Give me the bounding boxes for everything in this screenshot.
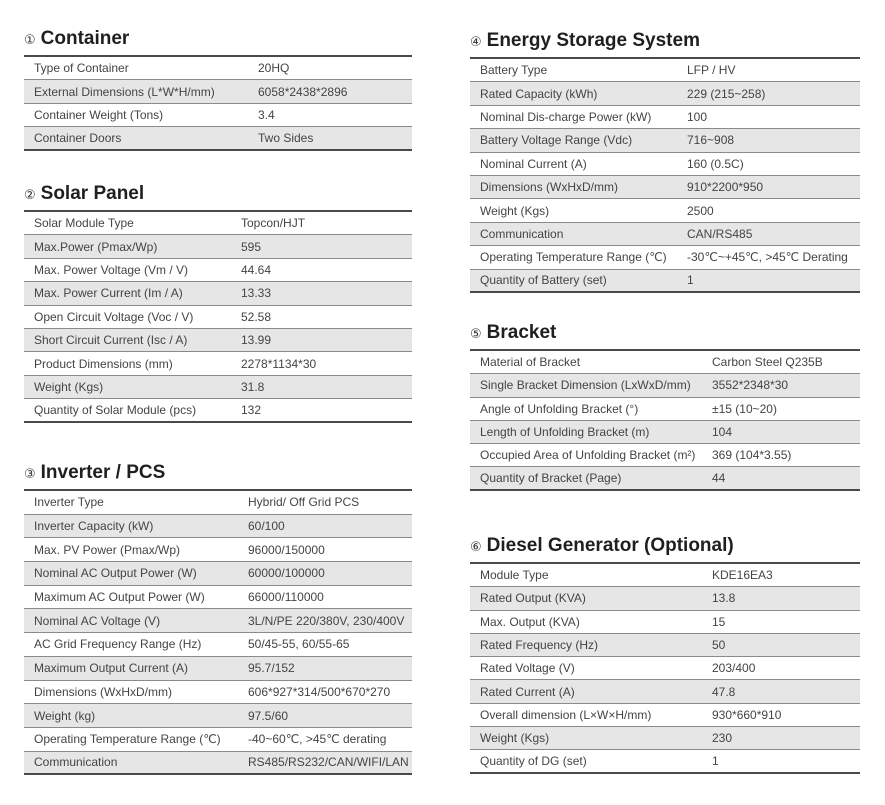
spec-value: KDE16EA3 xyxy=(712,568,773,583)
spec-label: Open Circuit Voltage (Voc / V) xyxy=(34,309,194,324)
spec-label: Container Doors xyxy=(34,130,122,145)
section-title xyxy=(470,322,860,344)
table-row xyxy=(24,306,412,329)
spec-value: 104 xyxy=(712,425,733,440)
table-row xyxy=(24,376,412,399)
spec-value: RS485/RS232/CAN/WIFI/LAN xyxy=(248,755,409,770)
table-row xyxy=(24,704,412,728)
spec-value: Two Sides xyxy=(258,130,314,145)
table-row xyxy=(24,586,412,610)
section-number: ③ xyxy=(24,466,36,481)
table-row xyxy=(470,444,860,467)
spec-value: 100 xyxy=(687,109,708,124)
table-row xyxy=(24,57,412,80)
spec-label: Operating Temperature Range (℃) xyxy=(34,732,221,747)
spec-label: Dimensions (WxHxD/mm) xyxy=(34,684,172,699)
spec-value: 160 (0.5C) xyxy=(687,156,744,171)
section-title-text: Container xyxy=(40,28,130,49)
spec-value: 910*2200*950 xyxy=(687,180,764,195)
spec-value: 31.8 xyxy=(241,379,265,394)
spec-value: 1 xyxy=(712,754,719,769)
spec-label: Quantity of Battery (set) xyxy=(480,273,607,288)
spec-value: 6058*2438*2896 xyxy=(258,84,348,99)
spec-label: Overall dimension (L×W×H/mm) xyxy=(480,707,652,722)
spec-value: 930*660*910 xyxy=(712,707,782,722)
table-row xyxy=(470,82,860,105)
spec-label: Operating Temperature Range (℃) xyxy=(480,250,667,265)
table-row xyxy=(24,609,412,633)
spec-label: Length of Unfolding Bracket (m) xyxy=(480,425,650,440)
spec-value: 2278*1134*30 xyxy=(241,356,317,371)
table-row xyxy=(470,153,860,176)
spec-label: Maximum AC Output Power (W) xyxy=(34,590,205,605)
table-row xyxy=(24,212,412,235)
table-row xyxy=(24,282,412,305)
spec-label: Max.Power (Pmax/Wp) xyxy=(34,239,158,254)
spec-label: Product Dimensions (mm) xyxy=(34,356,173,371)
table-row xyxy=(470,727,860,750)
spec-value: 716~908 xyxy=(687,133,735,148)
spec-label: Module Type xyxy=(480,568,549,583)
section-title xyxy=(24,462,412,484)
table-row xyxy=(24,352,412,375)
table-row xyxy=(470,106,860,129)
table-row xyxy=(470,564,860,587)
table-row xyxy=(470,587,860,610)
spec-value: 13.99 xyxy=(241,333,272,348)
table-row xyxy=(24,127,412,150)
spec-label: Weight (Kgs) xyxy=(34,379,104,394)
spec-label: Rated Capacity (kWh) xyxy=(480,86,598,101)
spec-value: LFP / HV xyxy=(687,63,736,78)
spec-value: 44 xyxy=(712,471,726,486)
table-row xyxy=(24,515,412,539)
table-row xyxy=(470,246,860,269)
spec-value: 3L/N/PE 220/380V, 230/400V xyxy=(248,613,405,628)
spec-value: 50 xyxy=(712,638,726,653)
container-section xyxy=(24,28,412,151)
spec-label: Max. Power Current (Im / A) xyxy=(34,286,183,301)
table-row xyxy=(470,611,860,634)
spec-label: Weight (kg) xyxy=(34,708,96,723)
bracket-section xyxy=(470,322,860,491)
spec-label: Dimensions (WxHxD/mm) xyxy=(480,180,618,195)
spec-value: 13.33 xyxy=(241,286,272,301)
spec-table xyxy=(24,489,412,775)
spec-label: Max. Power Voltage (Vm / V) xyxy=(34,262,189,277)
spec-label: AC Grid Frequency Range (Hz) xyxy=(34,637,202,652)
table-row xyxy=(24,235,412,258)
spec-label: Material of Bracket xyxy=(480,355,581,370)
spec-value: ±15 (10~20) xyxy=(712,401,777,416)
spec-label: Rated Voltage (V) xyxy=(480,661,575,676)
section-title-text: Diesel Generator (Optional) xyxy=(486,535,734,556)
table-row xyxy=(24,538,412,562)
table-row xyxy=(470,270,860,293)
section-title xyxy=(470,30,860,52)
spec-value: 606*927*314/500*670*270 xyxy=(248,684,391,699)
table-row xyxy=(24,728,412,752)
spec-label: Nominal AC Voltage (V) xyxy=(34,613,161,628)
table-row xyxy=(24,752,412,776)
spec-value: 52.58 xyxy=(241,309,272,324)
spec-label: Angle of Unfolding Bracket (°) xyxy=(480,401,639,416)
spec-label: Solar Module Type xyxy=(34,216,134,231)
table-row xyxy=(470,704,860,727)
spec-label: Inverter Capacity (kW) xyxy=(34,519,154,534)
spec-value: 97.5/60 xyxy=(248,708,289,723)
spec-table xyxy=(24,210,412,423)
table-row xyxy=(24,562,412,586)
spec-value: 595 xyxy=(241,239,262,254)
table-row xyxy=(470,680,860,703)
section-title-text: Bracket xyxy=(486,322,557,343)
table-row xyxy=(470,398,860,421)
spec-value: 47.8 xyxy=(712,684,736,699)
spec-label: Single Bracket Dimension (LxWxD/mm) xyxy=(480,378,691,393)
spec-label: Nominal Current (A) xyxy=(480,156,587,171)
spec-value: 96000/150000 xyxy=(248,542,325,557)
spec-label: Weight (Kgs) xyxy=(480,203,550,218)
spec-value: 66000/110000 xyxy=(248,590,324,605)
spec-label: Quantity of Solar Module (pcs) xyxy=(34,402,197,417)
spec-value: 44.64 xyxy=(241,262,272,277)
table-row xyxy=(470,351,860,374)
table-row xyxy=(470,59,860,82)
spec-label: Maximum Output Current (A) xyxy=(34,661,189,676)
spec-label: Short Circuit Current (Isc / A) xyxy=(34,333,188,348)
spec-value: 1 xyxy=(687,273,694,288)
section-title-text: Inverter / PCS xyxy=(40,462,166,483)
spec-value: 2500 xyxy=(687,203,714,218)
spec-label: Nominal AC Output Power (W) xyxy=(34,566,197,581)
section-title xyxy=(470,535,860,557)
section-number: ② xyxy=(24,187,36,202)
spec-label: Max. PV Power (Pmax/Wp) xyxy=(34,542,181,557)
spec-value: 20HQ xyxy=(258,61,290,76)
table-row xyxy=(24,259,412,282)
spec-value: -30℃~+45℃, >45℃ Derating xyxy=(687,250,848,265)
section-title xyxy=(24,183,412,205)
spec-value: CAN/RS485 xyxy=(687,226,753,241)
spec-value: 60/100 xyxy=(248,519,285,534)
table-row xyxy=(470,129,860,152)
spec-label: Container Weight (Tons) xyxy=(34,107,164,122)
section-title-text: Energy Storage System xyxy=(486,30,700,51)
section-number: ⑤ xyxy=(470,326,482,341)
spec-value: 3.4 xyxy=(258,107,275,122)
spec-label: External Dimensions (L*W*H/mm) xyxy=(34,84,215,99)
inverter-section xyxy=(24,462,412,775)
spec-value: 95.7/152 xyxy=(248,661,295,676)
spec-value: 229 (215~258) xyxy=(687,86,766,101)
spec-label: Communication xyxy=(480,226,564,241)
spec-table xyxy=(470,562,860,774)
spec-value: 230 xyxy=(712,731,733,746)
table-row xyxy=(24,633,412,657)
spec-value: 13.8 xyxy=(712,591,736,606)
table-row xyxy=(24,681,412,705)
spec-value: 369 (104*3.55) xyxy=(712,448,792,463)
spec-value: 15 xyxy=(712,614,726,629)
spec-label: Weight (Kgs) xyxy=(480,731,550,746)
spec-value: 132 xyxy=(241,402,262,417)
spec-label: Communication xyxy=(34,755,118,770)
table-row xyxy=(470,657,860,680)
spec-value: 3552*2348*30 xyxy=(712,378,789,393)
spec-table xyxy=(470,57,860,293)
spec-label: Inverter Type xyxy=(34,495,104,510)
section-number: ① xyxy=(24,32,36,47)
spec-label: Nominal Dis-charge Power (kW) xyxy=(480,109,652,124)
spec-label: Rated Frequency (Hz) xyxy=(480,638,599,653)
table-row xyxy=(470,634,860,657)
section-number: ④ xyxy=(470,34,482,49)
table-row xyxy=(470,467,860,490)
table-row xyxy=(470,750,860,773)
table-row xyxy=(470,374,860,397)
spec-table xyxy=(24,55,412,151)
spec-label: Quantity of Bracket (Page) xyxy=(480,471,622,486)
table-row xyxy=(24,329,412,352)
table-row xyxy=(24,80,412,103)
table-row xyxy=(470,421,860,444)
section-title xyxy=(24,28,412,50)
spec-value: 50/45-55, 60/55-65 xyxy=(248,637,350,652)
spec-value: Hybrid/ Off Grid PCS xyxy=(248,495,360,510)
section-title-text: Solar Panel xyxy=(40,183,145,204)
diesel-generator-section xyxy=(470,535,860,774)
spec-label: Battery Type xyxy=(480,63,548,78)
spec-value: Topcon/HJT xyxy=(241,216,306,231)
table-row xyxy=(24,104,412,127)
spec-label: Rated Current (A) xyxy=(480,684,575,699)
table-row xyxy=(470,223,860,246)
spec-value: 203/400 xyxy=(712,661,756,676)
energy-storage-section xyxy=(470,30,860,293)
table-row xyxy=(470,176,860,199)
spec-label: Battery Voltage Range (Vdc) xyxy=(480,133,633,148)
spec-table xyxy=(470,349,860,491)
table-row xyxy=(24,491,412,515)
spec-label: Max. Output (KVA) xyxy=(480,614,580,629)
spec-label: Type of Container xyxy=(34,61,129,76)
spec-value: -40~60℃, >45℃ derating xyxy=(248,732,387,747)
table-row xyxy=(470,199,860,222)
table-row xyxy=(24,657,412,681)
spec-label: Quantity of DG (set) xyxy=(480,754,587,769)
spec-label: Rated Output (KVA) xyxy=(480,591,586,606)
table-row xyxy=(24,399,412,422)
spec-value: 60000/100000 xyxy=(248,566,325,581)
spec-label: Occupied Area of Unfolding Bracket (m²) xyxy=(480,448,696,463)
section-number: ⑥ xyxy=(470,539,482,554)
spec-value: Carbon Steel Q235B xyxy=(712,355,823,370)
solar-panel-section xyxy=(24,183,412,423)
